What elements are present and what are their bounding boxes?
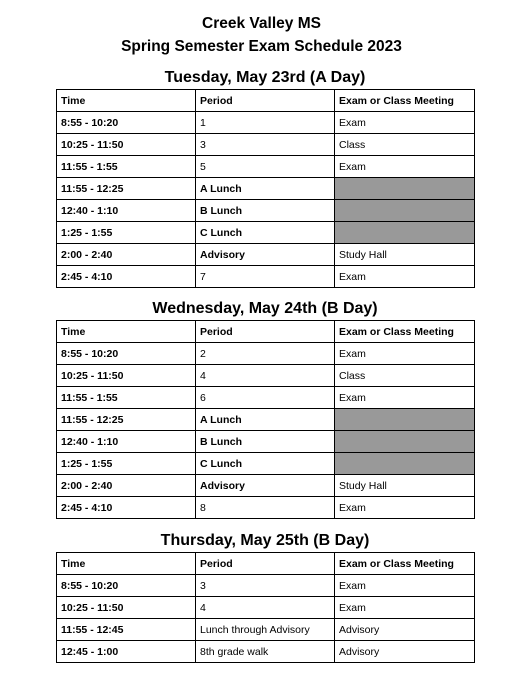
table-row bbox=[57, 365, 475, 387]
table-row bbox=[57, 575, 475, 597]
cell-meeting-lunch-shaded bbox=[335, 431, 475, 453]
cell-meeting: Advisory bbox=[335, 619, 475, 641]
cell-period: C Lunch bbox=[196, 222, 335, 244]
cell-period: Advisory bbox=[196, 244, 335, 266]
cell-time: 2:00 - 2:40 bbox=[57, 475, 196, 497]
document-subtitle: Spring Semester Exam Schedule 2023 bbox=[121, 38, 402, 55]
cell-time: 2:00 - 2:40 bbox=[57, 244, 196, 266]
table-row bbox=[57, 222, 475, 244]
cell-meeting: Exam bbox=[335, 156, 475, 178]
cell-meeting-lunch-shaded bbox=[335, 178, 475, 200]
cell-meeting-lunch-shaded bbox=[335, 453, 475, 475]
day-heading-wednesday: Wednesday, May 24th (B Day) bbox=[152, 300, 378, 317]
cell-period: A Lunch bbox=[196, 409, 335, 431]
cell-meeting: Study Hall bbox=[335, 475, 475, 497]
cell-time: 12:40 - 1:10 bbox=[57, 200, 196, 222]
cell-period: 8th grade walk bbox=[196, 641, 335, 663]
table-row bbox=[57, 475, 475, 497]
day-heading-tuesday: Tuesday, May 23rd (A Day) bbox=[164, 69, 366, 86]
table-row bbox=[57, 619, 475, 641]
schedule-table-wednesday bbox=[56, 320, 475, 519]
column-header-period: Period bbox=[196, 321, 335, 343]
column-header-period: Period bbox=[196, 90, 335, 112]
table-header-row bbox=[57, 321, 475, 343]
cell-meeting: Study Hall bbox=[335, 244, 475, 266]
schedule-table-tuesday bbox=[56, 89, 475, 288]
table-row bbox=[57, 178, 475, 200]
column-header-period: Period bbox=[196, 553, 335, 575]
table-row bbox=[57, 343, 475, 365]
cell-time: 12:45 - 1:00 bbox=[57, 641, 196, 663]
cell-time: 11:55 - 12:45 bbox=[57, 619, 196, 641]
cell-period: C Lunch bbox=[196, 453, 335, 475]
cell-period: 3 bbox=[196, 134, 335, 156]
cell-meeting-lunch-shaded bbox=[335, 222, 475, 244]
cell-meeting: Class bbox=[335, 365, 475, 387]
table-row bbox=[57, 244, 475, 266]
cell-meeting: Exam bbox=[335, 497, 475, 519]
cell-period: Advisory bbox=[196, 475, 335, 497]
cell-time: 8:55 - 10:20 bbox=[57, 575, 196, 597]
column-header-meeting: Exam or Class Meeting bbox=[335, 90, 475, 112]
column-header-time: Time bbox=[57, 90, 196, 112]
cell-period: Lunch through Advisory bbox=[196, 619, 335, 641]
table-row bbox=[57, 134, 475, 156]
table-row bbox=[57, 387, 475, 409]
cell-period: 2 bbox=[196, 343, 335, 365]
cell-meeting: Exam bbox=[335, 266, 475, 288]
table-row bbox=[57, 200, 475, 222]
cell-period: 3 bbox=[196, 575, 335, 597]
column-header-time: Time bbox=[57, 321, 196, 343]
cell-period: A Lunch bbox=[196, 178, 335, 200]
cell-time: 11:55 - 1:55 bbox=[57, 387, 196, 409]
cell-period: 7 bbox=[196, 266, 335, 288]
cell-time: 11:55 - 1:55 bbox=[57, 156, 196, 178]
day-heading-thursday: Thursday, May 25th (B Day) bbox=[160, 532, 370, 549]
table-row bbox=[57, 597, 475, 619]
table-row bbox=[57, 641, 475, 663]
schedule-table-thursday bbox=[56, 552, 475, 663]
school-name: Creek Valley MS bbox=[202, 15, 321, 32]
cell-time: 11:55 - 12:25 bbox=[57, 409, 196, 431]
cell-meeting-lunch-shaded bbox=[335, 409, 475, 431]
cell-meeting: Exam bbox=[335, 343, 475, 365]
table-row bbox=[57, 156, 475, 178]
cell-meeting: Exam bbox=[335, 112, 475, 134]
cell-meeting: Exam bbox=[335, 575, 475, 597]
cell-time: 10:25 - 11:50 bbox=[57, 597, 196, 619]
column-header-meeting: Exam or Class Meeting bbox=[335, 321, 475, 343]
cell-time: 1:25 - 1:55 bbox=[57, 222, 196, 244]
cell-meeting-lunch-shaded bbox=[335, 200, 475, 222]
cell-time: 1:25 - 1:55 bbox=[57, 453, 196, 475]
table-row bbox=[57, 266, 475, 288]
cell-time: 8:55 - 10:20 bbox=[57, 112, 196, 134]
cell-meeting: Exam bbox=[335, 387, 475, 409]
cell-period: 4 bbox=[196, 597, 335, 619]
table-row bbox=[57, 497, 475, 519]
cell-period: 5 bbox=[196, 156, 335, 178]
column-header-time: Time bbox=[57, 553, 196, 575]
cell-meeting: Exam bbox=[335, 597, 475, 619]
table-row bbox=[57, 453, 475, 475]
cell-time: 8:55 - 10:20 bbox=[57, 343, 196, 365]
cell-time: 10:25 - 11:50 bbox=[57, 134, 196, 156]
table-header-row bbox=[57, 553, 475, 575]
cell-period: 6 bbox=[196, 387, 335, 409]
table-row bbox=[57, 431, 475, 453]
cell-time: 2:45 - 4:10 bbox=[57, 497, 196, 519]
cell-period: 4 bbox=[196, 365, 335, 387]
cell-period: 8 bbox=[196, 497, 335, 519]
cell-period: 1 bbox=[196, 112, 335, 134]
column-header-meeting: Exam or Class Meeting bbox=[335, 553, 475, 575]
cell-period: B Lunch bbox=[196, 431, 335, 453]
cell-time: 11:55 - 12:25 bbox=[57, 178, 196, 200]
cell-time: 10:25 - 11:50 bbox=[57, 365, 196, 387]
cell-time: 12:40 - 1:10 bbox=[57, 431, 196, 453]
cell-period: B Lunch bbox=[196, 200, 335, 222]
table-row bbox=[57, 409, 475, 431]
table-row bbox=[57, 112, 475, 134]
cell-time: 2:45 - 4:10 bbox=[57, 266, 196, 288]
cell-meeting: Class bbox=[335, 134, 475, 156]
table-header-row bbox=[57, 90, 475, 112]
cell-meeting: Advisory bbox=[335, 641, 475, 663]
